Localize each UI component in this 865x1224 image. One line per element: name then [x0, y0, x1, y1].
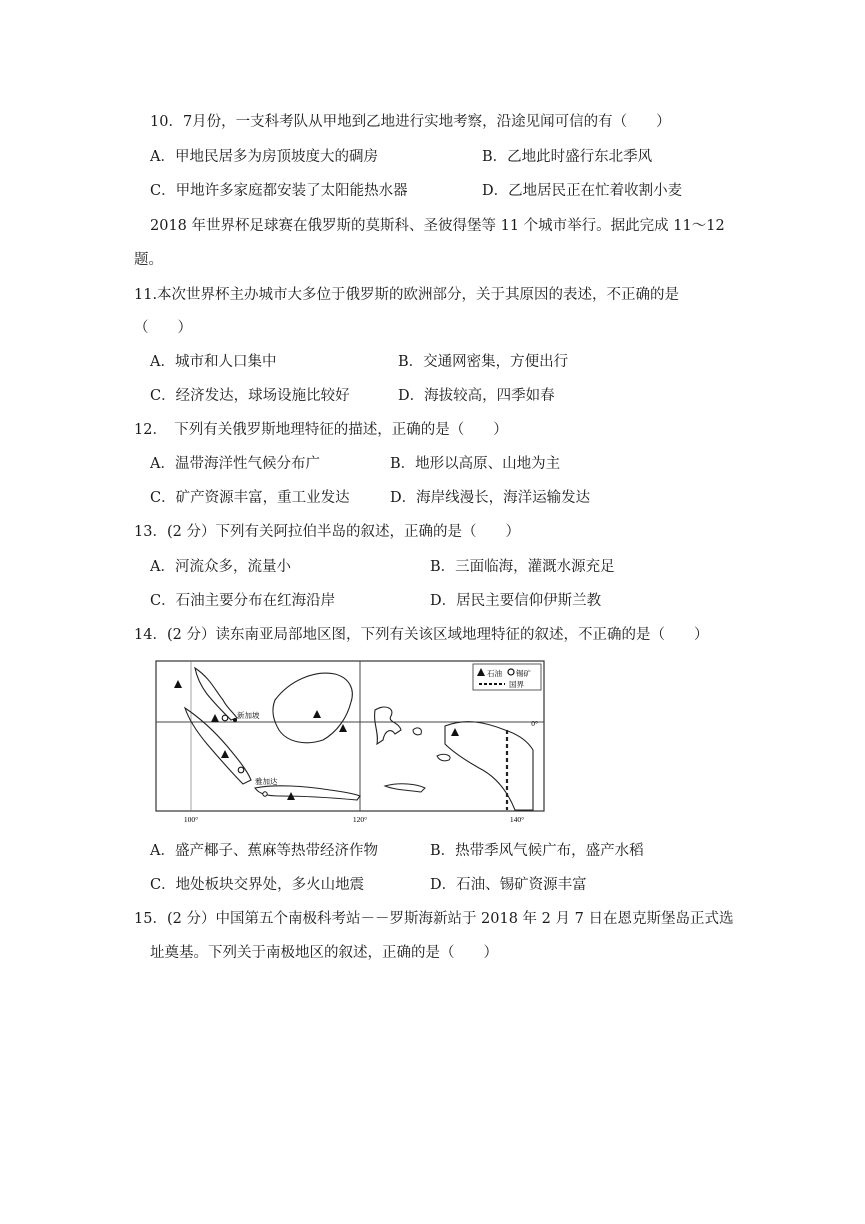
- q10-option-d: D．乙地居民正在忙着收割小麦: [482, 183, 683, 199]
- q11-stem-1: 11.本次世界杯主办城市大多位于俄罗斯的欧洲部分，关于其原因的表述，不正确的是: [134, 287, 680, 303]
- q11-stem-2: （ ）: [134, 320, 192, 336]
- tin-legend-icon: [508, 669, 514, 675]
- q13-option-d: D．居民主要信仰伊斯兰教: [430, 593, 602, 609]
- legend-tin: 锡矿: [516, 669, 531, 678]
- lon-100-label: 100°: [183, 815, 199, 824]
- q10-option-c: C．甲地许多家庭都安装了太阳能热水器: [150, 183, 408, 199]
- q10-option-a: A．甲地民居多为房顶坡度大的碉房: [150, 149, 378, 165]
- q13-stem: 13．(2 分）下列有关阿拉伯半岛的叙述，正确的是（ ）: [134, 524, 520, 540]
- q12-option-c: C．矿产资源丰富，重工业发达: [150, 490, 350, 506]
- city-singapore: 新加坡: [237, 711, 260, 720]
- q11-option-a: A．城市和人口集中: [150, 354, 277, 370]
- intro-line-2: 题。: [134, 252, 163, 268]
- q12-option-a: A．温带海洋性气候分布广: [150, 456, 320, 472]
- q12-option-d: D．海岸线漫长，海洋运输发达: [390, 490, 591, 506]
- lat-equator-label: 0°: [531, 719, 538, 728]
- legend-border: 国界: [509, 680, 524, 689]
- q14-stem: 14．(2 分）读东南亚局部地区图，下列有关该区域地理特征的叙述，不正确的是（ ）: [134, 627, 709, 643]
- q13-option-c: C．石油主要分布在红海沿岸: [150, 593, 336, 609]
- q11-option-b: B．交通网密集，方便出行: [398, 354, 569, 370]
- q12-stem: 12． 下列有关俄罗斯地理特征的描述，正确的是（ ）: [134, 422, 508, 438]
- q14-option-c: C．地处板块交界处，多火山地震: [150, 877, 365, 893]
- lon-120-label: 120°: [352, 815, 368, 824]
- q15-stem-2: 址奠基。下列关于南极地区的叙述，正确的是（ ）: [150, 945, 498, 961]
- q11-option-c: C．经济发达，球场设施比较好: [150, 388, 350, 404]
- q15-stem-1: 15．(2 分）中国第五个南极科考站－－罗斯海新站于 2018 年 2 月 7 日在恩克斯堡岛正式选: [134, 911, 734, 927]
- tin-marker: [222, 715, 228, 721]
- q10-stem: 10．7月份，一支科考队从甲地到乙地进行实地考察，沿途见闻可信的有（ ）: [150, 114, 671, 130]
- q12-option-b: B．地形以高原、山地为主: [390, 456, 561, 472]
- q11-option-d: D．海拔较高，四季如春: [398, 388, 555, 404]
- q13-option-b: B．三面临海，灌溉水源充足: [430, 559, 615, 575]
- legend-oil: 石油: [487, 669, 502, 678]
- tin-marker: [238, 767, 244, 773]
- lon-140-label: 140°: [509, 815, 525, 824]
- intro-line-1: 2018 年世界杯足球赛在俄罗斯的莫斯科、圣彼得堡等 11 个城市举行。据此完成 11～12: [150, 218, 725, 234]
- q14-option-d: D．石油、锡矿资源丰富: [430, 877, 587, 893]
- jakarta-marker: [263, 792, 267, 796]
- city-jakarta: 雅加达: [255, 777, 278, 786]
- q14-option-b: B．热带季风气候广布，盛产水稻: [430, 843, 644, 859]
- southeast-asia-map: [155, 660, 545, 825]
- q13-option-a: A．河流众多，流量小: [150, 559, 291, 575]
- q10-option-b: B．乙地此时盛行东北季风: [482, 149, 653, 165]
- q14-option-a: A．盛产椰子、蕉麻等热带经济作物: [150, 843, 378, 859]
